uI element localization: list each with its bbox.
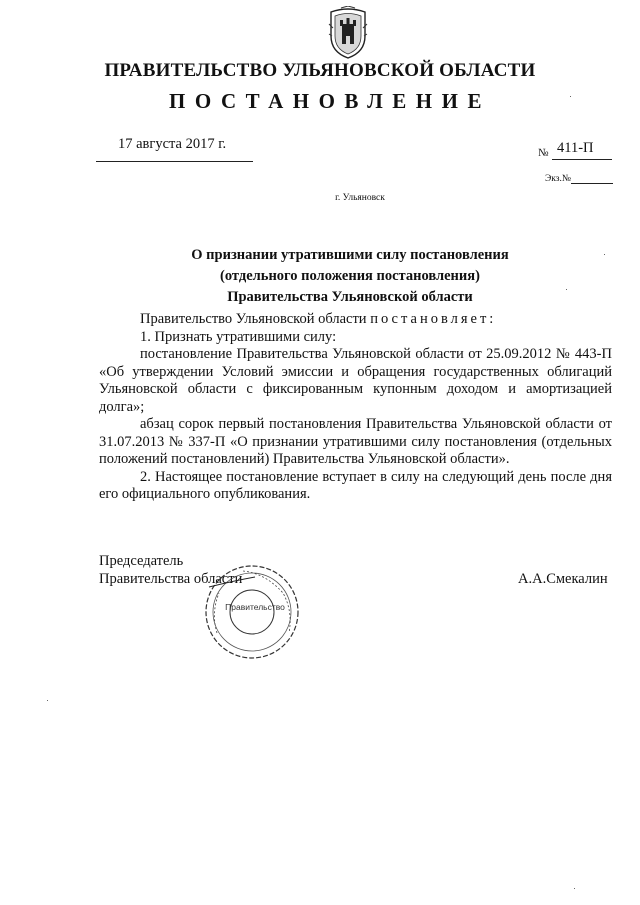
item-1-paragraph-a: постановление Правительства Ульяновской области от 25.09.2012 № 443-П «Об утверждении Условий эмиссии и обращения государственных облигаций Ульяновской области с фиксированным купонным доходом и амортизацией долга»; [99,346,612,415]
document-number: 411-П [557,140,594,156]
number-underline [552,159,612,160]
number-label: № [538,147,549,159]
scan-speck [570,96,571,97]
title-line-3: Правительства Ульяновской области [227,289,473,305]
document-date: 17 августа 2017 г. [118,136,227,152]
intro-prefix: Правительство Ульяновской области [140,311,367,327]
seal-center-text: Правительство [225,602,285,612]
item-2: 2. Настоящее постановление вступает в силу на следующий день после дня его официального опубликования. [99,468,612,502]
document-title [150,245,550,308]
date-underline [96,161,253,162]
item-1: 1. Признать утратившими силу: [140,328,337,345]
official-seal-stamp [203,563,301,661]
title-line-2: (отдельного положения постановления) [220,268,480,284]
item-1-paragraph-b: абзац сорок первый постановления Правительства Ульяновской области от 31.07.2013 № 337-П «О признании утратившими силу постановления (отдельных положений постановлений) Правительства Ульяновской области». [99,416,612,467]
document-type-title: ПОСТАНОВЛЕНИЕ [169,89,491,113]
position-line-2: Правительства области [99,570,243,587]
document-body [99,311,612,504]
intro-verb: постановляет: [370,311,497,327]
coat-of-arms-emblem [327,6,369,60]
title-line-1: О признании утратившими силу постановления [191,247,509,263]
intro-paragraph [99,311,612,329]
scan-speck [566,289,567,290]
scan-speck [574,888,575,889]
organization-name: ПРАВИТЕЛЬСТВО УЛЬЯНОВСКОЙ ОБЛАСТИ [104,60,536,81]
copy-number-label: Экз.№ [545,174,571,184]
signatory-name: А.А.Смекалин [518,571,608,587]
city-name: г. Ульяновск [335,193,385,203]
position-line-1: Председатель [99,553,184,569]
copy-number-underline [571,183,613,184]
scan-speck [604,254,605,255]
scan-speck [47,700,48,701]
